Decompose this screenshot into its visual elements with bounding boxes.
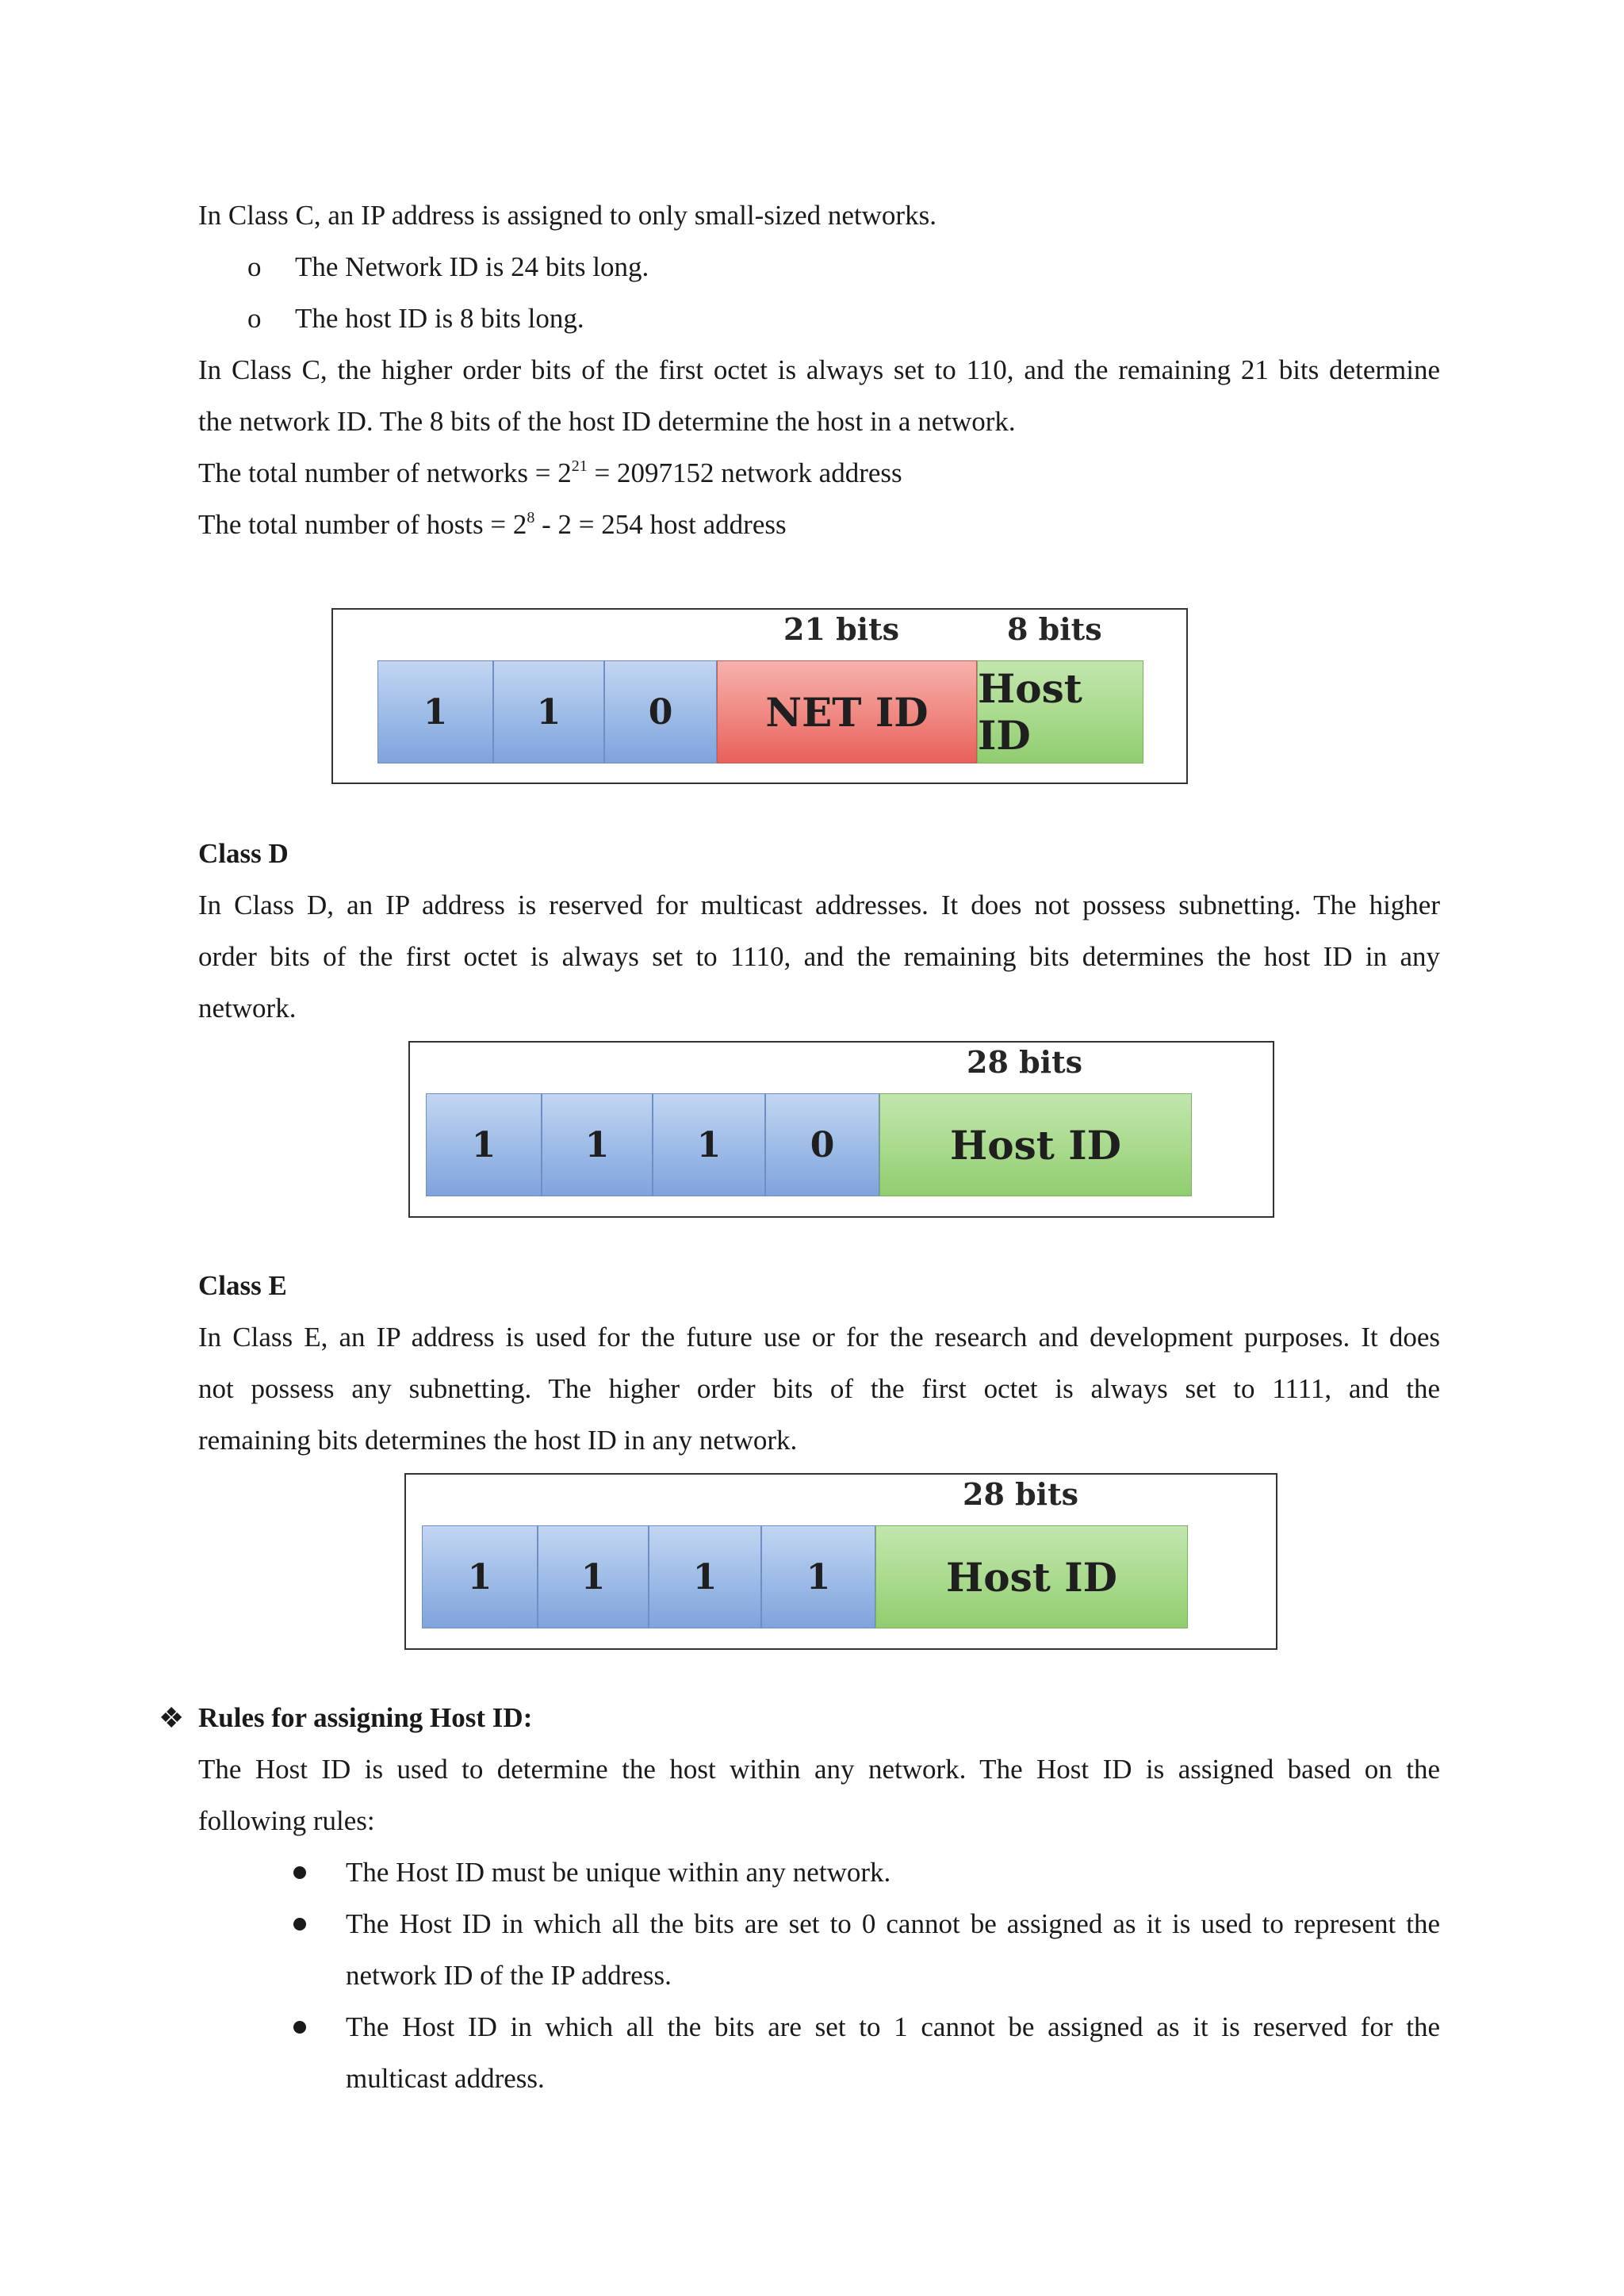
host-id-cell: Host ID	[879, 1093, 1192, 1196]
class-d-paragraph: order bits of the first octet is always set to 1110, and the remaining bits determines the host ID in any	[198, 941, 1440, 972]
host-bits-label: 28 bits	[967, 1044, 1083, 1080]
bit-cell: 1	[653, 1093, 765, 1196]
net-bits-label: 21 bits	[783, 611, 900, 647]
bit-cell: 1	[538, 1525, 649, 1628]
class-c-intro: In Class C, an IP address is assigned to only small-sized networks.	[198, 200, 936, 231]
class-d-paragraph: In Class D, an IP address is reserved for multicast addresses. It does not possess subnetting. The higher	[198, 890, 1440, 920]
bullet-dot-icon	[293, 1918, 306, 1931]
class-d-heading: Class D	[198, 838, 289, 869]
class-e-paragraph: remaining bits determines the host ID in any network.	[198, 1425, 798, 1456]
bit-cell: 1	[649, 1525, 761, 1628]
list-item: The host ID is 8 bits long.	[295, 303, 584, 334]
class-e-heading: Class E	[198, 1270, 287, 1301]
net-id-cell: NET ID	[717, 660, 977, 763]
class-c-diagram	[331, 608, 1188, 784]
bit-cell: 1	[493, 660, 604, 763]
diamond-bullet-icon: ❖	[159, 1702, 185, 1734]
total-networks: The total number of networks = $2^{21} = 2097152$ network address	[198, 457, 902, 488]
class-e-paragraph: not possess any subnetting. The higher order bits of the first octet is always set to 1111, and the	[198, 1373, 1440, 1404]
host-bits-label: 28 bits	[963, 1476, 1079, 1512]
bit-cell: 1	[377, 660, 493, 763]
bit-cell: 1	[542, 1093, 653, 1196]
class-c-paragraph: In Class C, the higher order bits of the first octet is always set to 110, and the remaining 21 bits determine	[198, 354, 1440, 385]
class-c-paragraph: the network ID. The 8 bits of the host ID determine the host in a network.	[198, 406, 1016, 437]
rules-paragraph: The Host ID is used to determine the host within any network. The Host ID is assigned based on the	[198, 1754, 1440, 1785]
total-hosts: The total number of hosts = $2^8 - 2 = 254$ host address	[198, 509, 787, 540]
list-item: The Host ID must be unique within any network.	[346, 1857, 891, 1888]
bit-cell: 1	[426, 1093, 542, 1196]
bullet-dot-icon	[293, 2021, 306, 2034]
rules-paragraph: following rules:	[198, 1805, 375, 1836]
class-d-diagram	[408, 1041, 1274, 1218]
host-id-cell: Host ID	[977, 660, 1143, 763]
list-item: The Host ID in which all the bits are set to 1 cannot be assigned as it is reserved for the	[346, 2011, 1440, 2042]
list-item: network ID of the IP address.	[346, 1960, 672, 1991]
bit-cell: 1	[761, 1525, 875, 1628]
list-item: The Host ID in which all the bits are set to 0 cannot be assigned as it is used to represent the	[346, 1908, 1440, 1939]
class-d-paragraph: network.	[198, 993, 297, 1024]
bit-cell: 1	[422, 1525, 538, 1628]
class-e-paragraph: In Class E, an IP address is used for the future use or for the research and development purposes. It does	[198, 1322, 1440, 1353]
list-item: The Network ID is 24 bits long.	[295, 251, 649, 282]
list-marker: o	[247, 303, 262, 334]
bullet-dot-icon	[293, 1866, 306, 1879]
bit-cell: 0	[765, 1093, 879, 1196]
class-e-diagram	[404, 1473, 1277, 1650]
list-item: multicast address.	[346, 2063, 545, 2094]
host-bits-label: 8 bits	[1007, 611, 1102, 647]
list-marker: o	[247, 251, 262, 282]
bit-cell: 0	[604, 660, 717, 763]
host-id-cell: Host ID	[875, 1525, 1188, 1628]
rules-heading: Rules for assigning Host ID:	[198, 1702, 533, 1733]
